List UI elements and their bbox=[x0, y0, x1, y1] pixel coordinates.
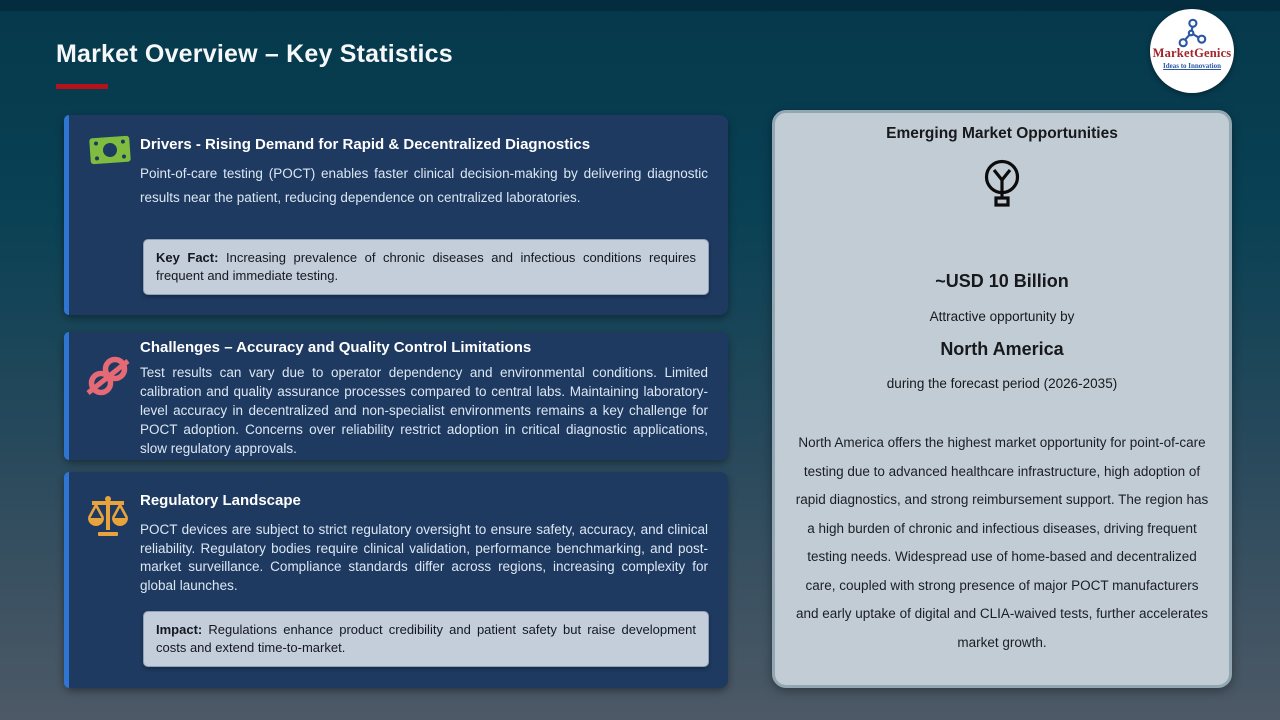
emerging-opportunities-panel bbox=[772, 110, 1232, 688]
card-title: Regulatory Landscape bbox=[140, 492, 301, 509]
card-accent-bar bbox=[64, 472, 69, 688]
panel-title: Emerging Market Opportunities bbox=[886, 125, 1118, 142]
card-body: POCT devices are subject to strict regulatory oversight to ensure safety, accuracy, and clinical reliability. Regulatory bodies require clinical validation, performance benchmarking, and post-market surveillance. Compliance standards differ across regions, increasing complexity for global launches. bbox=[140, 522, 708, 593]
impact-callout bbox=[143, 611, 709, 667]
callout-text: Regulations enhance product credibility and patient safety but raise development costs and extend time-to-market. bbox=[156, 622, 696, 655]
opportunity-period: during the forecast period (2026-2035) bbox=[886, 376, 1118, 391]
card-accent-bar bbox=[64, 115, 69, 315]
callout-label: Key Fact: bbox=[156, 250, 219, 265]
molecule-icon bbox=[1176, 18, 1208, 48]
opportunity-lead: Attractive opportunity by bbox=[929, 309, 1075, 324]
banknote-icon bbox=[86, 129, 134, 171]
opportunity-value: ~USD 10 Billion bbox=[935, 271, 1069, 291]
top-bar bbox=[0, 0, 1280, 11]
lightbulb-icon bbox=[978, 157, 1026, 217]
opportunity-region: North America bbox=[940, 339, 1064, 359]
marketgenics-logo bbox=[1150, 9, 1234, 93]
logo-tagline: Ideas to Innovation bbox=[1163, 62, 1221, 70]
card-title: Drivers - Rising Demand for Rapid & Decentralized Diagnostics bbox=[140, 136, 591, 153]
key-fact-callout bbox=[143, 239, 709, 295]
logo-name: MarketGenics bbox=[1152, 46, 1232, 60]
title-underline bbox=[56, 84, 108, 89]
card-regulatory bbox=[64, 472, 728, 688]
opportunity-description: North America offers the highest market opportunity for point-of-care testing due to advanced healthcare infrastructure, high adoption of rapid diagnostics, and strong reimbursement support. The region has a high burden of chronic and infectious diseases, driving frequent testing needs. Widespread use of home-based and decentralized care, coupled with strong presence of major POCT manufacturers and early uptake of digital and CLIA-waived tests, further accelerates market growth. bbox=[795, 435, 1209, 650]
card-body: Point-of-care testing (POCT) enables faster clinical decision-making by delivering diagnostic results near the patient, reducing dependence on centralized laboratories. bbox=[140, 166, 708, 205]
callout-label: Impact: bbox=[156, 622, 203, 637]
scales-icon bbox=[85, 494, 131, 540]
card-drivers bbox=[64, 115, 728, 315]
card-title: Challenges – Accuracy and Quality Control Limitations bbox=[140, 339, 532, 356]
broken-link-icon bbox=[82, 350, 134, 402]
card-accent-bar bbox=[64, 332, 69, 460]
page-title: Market Overview – Key Statistics bbox=[56, 40, 453, 68]
lightbulb-wrap bbox=[775, 157, 1229, 217]
card-body: Test results can vary due to operator dependency and environmental conditions. Limited calibration and quality assurance processes compared to central labs. Maintaining laboratory-level accuracy in decentralized and non-specialist environments remains a key challenge for POCT adoption. Concerns over reliability restrict adoption in critical diagnostic applications, slow regulatory approvals. bbox=[140, 365, 708, 456]
card-challenges bbox=[64, 332, 728, 460]
callout-text: Increasing prevalence of chronic diseases and infectious conditions requires frequent and immediate testing. bbox=[156, 250, 696, 283]
